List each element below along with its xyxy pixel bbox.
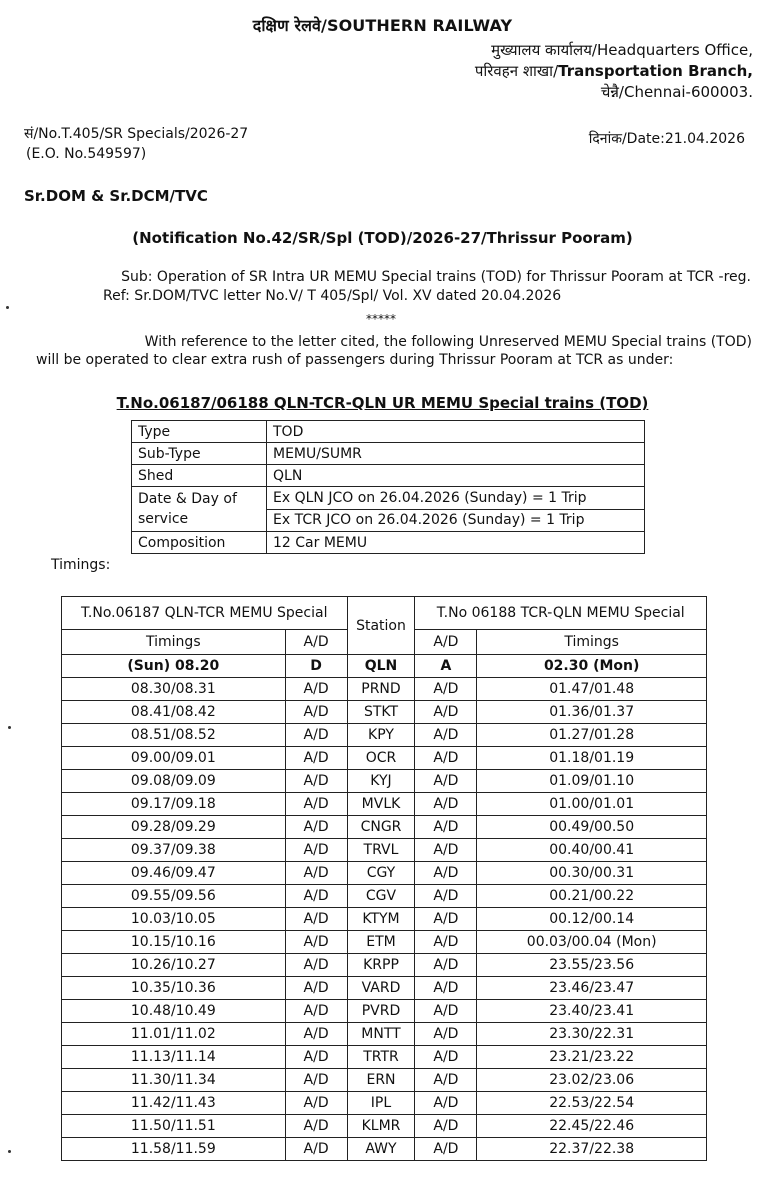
up-timing-cell: 11.42/11.43 bbox=[62, 1092, 286, 1115]
letterhead-title: दक्षिण रेलवे/SOUTHERN RAILWAY bbox=[252, 16, 513, 35]
body-line-2: will be operated to clear extra rush of passengers during Thrissur Pooram at TCR as under: bbox=[36, 352, 674, 368]
station-cell: AWY bbox=[347, 1138, 415, 1161]
info-row-type bbox=[132, 421, 645, 443]
down-timing-cell: 22.53/22.54 bbox=[477, 1092, 707, 1115]
down-ad-cell: A/D bbox=[415, 816, 477, 839]
timetable-row bbox=[62, 954, 707, 977]
up-ad-cell: A/D bbox=[285, 1069, 347, 1092]
eo-number: (E.O. No.549597) bbox=[26, 146, 147, 162]
timetable-row bbox=[62, 793, 707, 816]
up-timing-cell: 10.48/10.49 bbox=[62, 1000, 286, 1023]
down-ad-cell: A/D bbox=[415, 1046, 477, 1069]
up-ad-cell: A/D bbox=[285, 1000, 347, 1023]
scan-speck bbox=[8, 726, 11, 729]
office-line-2 bbox=[475, 61, 753, 82]
info-value: Ex TCR JCO on 26.04.2026 (Sunday) = 1 Trip bbox=[267, 509, 645, 532]
down-ad-cell: A/D bbox=[415, 1115, 477, 1138]
up-ad-cell: A/D bbox=[285, 747, 347, 770]
down-timing-cell: 00.12/00.14 bbox=[477, 908, 707, 931]
timetable-row bbox=[62, 931, 707, 954]
subject-line: Sub: Operation of SR Intra UR MEMU Special trains (TOD) for Thrissur Pooram at TCR -reg. bbox=[121, 269, 751, 285]
station-cell: STKT bbox=[347, 701, 415, 724]
down-timing-cell: 23.40/23.41 bbox=[477, 1000, 707, 1023]
info-row-subtype bbox=[132, 443, 645, 465]
up-ad-cell: A/D bbox=[285, 1115, 347, 1138]
down-ad-cell: A/D bbox=[415, 793, 477, 816]
station-cell: KTYM bbox=[347, 908, 415, 931]
info-row-shed bbox=[132, 465, 645, 487]
down-ad-cell: A/D bbox=[415, 770, 477, 793]
down-ad-cell: A/D bbox=[415, 1000, 477, 1023]
info-row-date bbox=[132, 487, 645, 510]
timetable-row bbox=[62, 701, 707, 724]
info-row-composition bbox=[132, 532, 645, 554]
reference-line: Ref: Sr.DOM/TVC letter No.V/ T 405/Spl/ Vol. XV dated 20.04.2026 bbox=[103, 288, 562, 304]
up-ad-cell: D bbox=[285, 655, 347, 678]
timetable-row bbox=[62, 1046, 707, 1069]
up-ad-cell: A/D bbox=[285, 931, 347, 954]
info-value: MEMU/SUMR bbox=[267, 443, 645, 465]
up-timing-cell: 11.01/11.02 bbox=[62, 1023, 286, 1046]
date-label-line-2: service bbox=[138, 511, 189, 527]
down-ad-cell: A/D bbox=[415, 931, 477, 954]
ad-header: A/D bbox=[415, 630, 477, 655]
down-ad-cell: A/D bbox=[415, 724, 477, 747]
up-ad-cell: A/D bbox=[285, 1046, 347, 1069]
notification-title: (Notification No.42/SR/Spl (TOD)/2026-27/Thrissur Pooram) bbox=[132, 229, 633, 247]
timetable-row bbox=[62, 885, 707, 908]
up-ad-cell: A/D bbox=[285, 839, 347, 862]
up-ad-cell: A/D bbox=[285, 816, 347, 839]
station-cell: TRVL bbox=[347, 839, 415, 862]
station-cell: KYJ bbox=[347, 770, 415, 793]
info-value: QLN bbox=[267, 465, 645, 487]
info-label-date bbox=[132, 487, 267, 532]
down-timing-cell: 00.21/00.22 bbox=[477, 885, 707, 908]
station-cell: KPY bbox=[347, 724, 415, 747]
down-timing-cell: 01.00/01.01 bbox=[477, 793, 707, 816]
down-timing-cell: 00.03/00.04 (Mon) bbox=[477, 931, 707, 954]
up-ad-cell: A/D bbox=[285, 1138, 347, 1161]
up-timing-cell: 09.17/09.18 bbox=[62, 793, 286, 816]
down-ad-cell: A/D bbox=[415, 1069, 477, 1092]
up-timing-cell: 10.35/10.36 bbox=[62, 977, 286, 1000]
up-ad-cell: A/D bbox=[285, 724, 347, 747]
station-cell: ETM bbox=[347, 931, 415, 954]
timetable-row bbox=[62, 908, 707, 931]
down-timing-cell: 00.30/00.31 bbox=[477, 862, 707, 885]
date-label-line-1: Date & Day of bbox=[138, 491, 237, 507]
timetable bbox=[61, 596, 707, 1161]
up-timing-cell: 09.08/09.09 bbox=[62, 770, 286, 793]
right-train-title: T.No 06188 TCR-QLN MEMU Special bbox=[415, 597, 707, 630]
down-ad-cell: A/D bbox=[415, 1138, 477, 1161]
timings-header: Timings bbox=[62, 630, 286, 655]
reference-number: सं/No.T.405/SR Specials/2026-27 bbox=[24, 126, 249, 142]
timetable-row bbox=[62, 770, 707, 793]
office-line-3: चेन्नै/Chennai-600003. bbox=[600, 83, 753, 101]
timetable-row bbox=[62, 1092, 707, 1115]
station-cell: OCR bbox=[347, 747, 415, 770]
up-timing-cell: 09.00/09.01 bbox=[62, 747, 286, 770]
timetable-row bbox=[62, 862, 707, 885]
station-cell: PRND bbox=[347, 678, 415, 701]
down-timing-cell: 01.47/01.48 bbox=[477, 678, 707, 701]
timetable-row bbox=[62, 1023, 707, 1046]
timetable-row bbox=[62, 816, 707, 839]
up-timing-cell: 11.13/11.14 bbox=[62, 1046, 286, 1069]
train-info-table bbox=[131, 420, 645, 554]
timetable-row bbox=[62, 747, 707, 770]
down-ad-cell: A/D bbox=[415, 862, 477, 885]
up-timing-cell: 08.51/08.52 bbox=[62, 724, 286, 747]
down-ad-cell: A/D bbox=[415, 701, 477, 724]
timetable-row bbox=[62, 1069, 707, 1092]
down-ad-cell: A/D bbox=[415, 1023, 477, 1046]
up-ad-cell: A/D bbox=[285, 793, 347, 816]
timetable-row bbox=[62, 678, 707, 701]
info-label: Sub-Type bbox=[132, 443, 267, 465]
station-cell: IPL bbox=[347, 1092, 415, 1115]
up-timing-cell: 10.03/10.05 bbox=[62, 908, 286, 931]
up-timing-cell: 11.58/11.59 bbox=[62, 1138, 286, 1161]
down-ad-cell: A bbox=[415, 655, 477, 678]
station-cell: CNGR bbox=[347, 816, 415, 839]
up-ad-cell: A/D bbox=[285, 678, 347, 701]
timetable-body bbox=[62, 655, 707, 1161]
left-train-title: T.No.06187 QLN-TCR MEMU Special bbox=[62, 597, 348, 630]
up-ad-cell: A/D bbox=[285, 701, 347, 724]
up-timing-cell: 10.26/10.27 bbox=[62, 954, 286, 977]
down-timing-cell: 01.27/01.28 bbox=[477, 724, 707, 747]
station-cell: VARD bbox=[347, 977, 415, 1000]
up-timing-cell: 10.15/10.16 bbox=[62, 931, 286, 954]
down-timing-cell: 00.49/00.50 bbox=[477, 816, 707, 839]
up-timing-cell: 11.50/11.51 bbox=[62, 1115, 286, 1138]
station-cell: CGY bbox=[347, 862, 415, 885]
separator-stars: ***** bbox=[366, 312, 396, 326]
station-header: Station bbox=[347, 597, 415, 655]
timetable-row bbox=[62, 839, 707, 862]
down-timing-cell: 23.30/22.31 bbox=[477, 1023, 707, 1046]
office-line-1: मुख्यालय कार्यालय/Headquarters Office, bbox=[491, 41, 753, 59]
info-label: Shed bbox=[132, 465, 267, 487]
up-timing-cell: 08.41/08.42 bbox=[62, 701, 286, 724]
office-line-2-bold: Transportation Branch, bbox=[558, 62, 753, 80]
down-ad-cell: A/D bbox=[415, 678, 477, 701]
up-timing-cell: (Sun) 08.20 bbox=[62, 655, 286, 678]
down-timing-cell: 01.09/01.10 bbox=[477, 770, 707, 793]
timetable-row bbox=[62, 1138, 707, 1161]
down-timing-cell: 23.02/23.06 bbox=[477, 1069, 707, 1092]
up-timing-cell: 11.30/11.34 bbox=[62, 1069, 286, 1092]
up-ad-cell: A/D bbox=[285, 862, 347, 885]
down-timing-cell: 01.18/01.19 bbox=[477, 747, 707, 770]
info-value: Ex QLN JCO on 26.04.2026 (Sunday) = 1 Trip bbox=[267, 487, 645, 510]
down-timing-cell: 00.40/00.41 bbox=[477, 839, 707, 862]
office-line-2-hindi: परिवहन शाखा/ bbox=[474, 62, 559, 80]
station-cell: CGV bbox=[347, 885, 415, 908]
down-timing-cell: 22.45/22.46 bbox=[477, 1115, 707, 1138]
up-timing-cell: 08.30/08.31 bbox=[62, 678, 286, 701]
info-label: Type bbox=[132, 421, 267, 443]
down-ad-cell: A/D bbox=[415, 839, 477, 862]
timetable-row bbox=[62, 655, 707, 678]
info-value: TOD bbox=[267, 421, 645, 443]
down-timing-cell: 23.46/23.47 bbox=[477, 977, 707, 1000]
station-cell: MNTT bbox=[347, 1023, 415, 1046]
station-cell: PVRD bbox=[347, 1000, 415, 1023]
up-ad-cell: A/D bbox=[285, 977, 347, 1000]
train-heading: T.No.06187/06188 QLN-TCR-QLN UR MEMU Special trains (TOD) bbox=[116, 394, 649, 412]
up-ad-cell: A/D bbox=[285, 885, 347, 908]
down-ad-cell: A/D bbox=[415, 977, 477, 1000]
station-cell: KRPP bbox=[347, 954, 415, 977]
office-address bbox=[475, 40, 753, 103]
station-cell: KLMR bbox=[347, 1115, 415, 1138]
up-ad-cell: A/D bbox=[285, 954, 347, 977]
down-timing-cell: 02.30 (Mon) bbox=[477, 655, 707, 678]
down-ad-cell: A/D bbox=[415, 747, 477, 770]
timings-header: Timings bbox=[477, 630, 707, 655]
station-cell: TRTR bbox=[347, 1046, 415, 1069]
scan-speck bbox=[8, 1150, 11, 1153]
addressee: Sr.DOM & Sr.DCM/TVC bbox=[24, 187, 208, 205]
station-cell: MVLK bbox=[347, 793, 415, 816]
timetable-row bbox=[62, 724, 707, 747]
up-timing-cell: 09.37/09.38 bbox=[62, 839, 286, 862]
timetable-row bbox=[62, 977, 707, 1000]
down-timing-cell: 22.37/22.38 bbox=[477, 1138, 707, 1161]
up-ad-cell: A/D bbox=[285, 908, 347, 931]
up-ad-cell: A/D bbox=[285, 1023, 347, 1046]
station-cell: QLN bbox=[347, 655, 415, 678]
info-label: Composition bbox=[132, 532, 267, 554]
info-value: 12 Car MEMU bbox=[267, 532, 645, 554]
timings-label: Timings: bbox=[51, 557, 111, 573]
down-timing-cell: 01.36/01.37 bbox=[477, 701, 707, 724]
station-cell: ERN bbox=[347, 1069, 415, 1092]
up-timing-cell: 09.55/09.56 bbox=[62, 885, 286, 908]
ad-header: A/D bbox=[285, 630, 347, 655]
down-ad-cell: A/D bbox=[415, 1092, 477, 1115]
timetable-header-row-1 bbox=[62, 597, 707, 630]
down-timing-cell: 23.21/23.22 bbox=[477, 1046, 707, 1069]
timetable-row bbox=[62, 1115, 707, 1138]
down-timing-cell: 23.55/23.56 bbox=[477, 954, 707, 977]
up-timing-cell: 09.46/09.47 bbox=[62, 862, 286, 885]
scan-speck bbox=[6, 306, 9, 309]
up-ad-cell: A/D bbox=[285, 1092, 347, 1115]
down-ad-cell: A/D bbox=[415, 908, 477, 931]
up-timing-cell: 09.28/09.29 bbox=[62, 816, 286, 839]
timetable-row bbox=[62, 1000, 707, 1023]
body-line-1: With reference to the letter cited, the following Unreserved MEMU Special trains (TOD) bbox=[144, 334, 752, 350]
letter-date: दिनांक/Date:21.04.2026 bbox=[588, 131, 745, 147]
down-ad-cell: A/D bbox=[415, 954, 477, 977]
down-ad-cell: A/D bbox=[415, 885, 477, 908]
up-ad-cell: A/D bbox=[285, 770, 347, 793]
